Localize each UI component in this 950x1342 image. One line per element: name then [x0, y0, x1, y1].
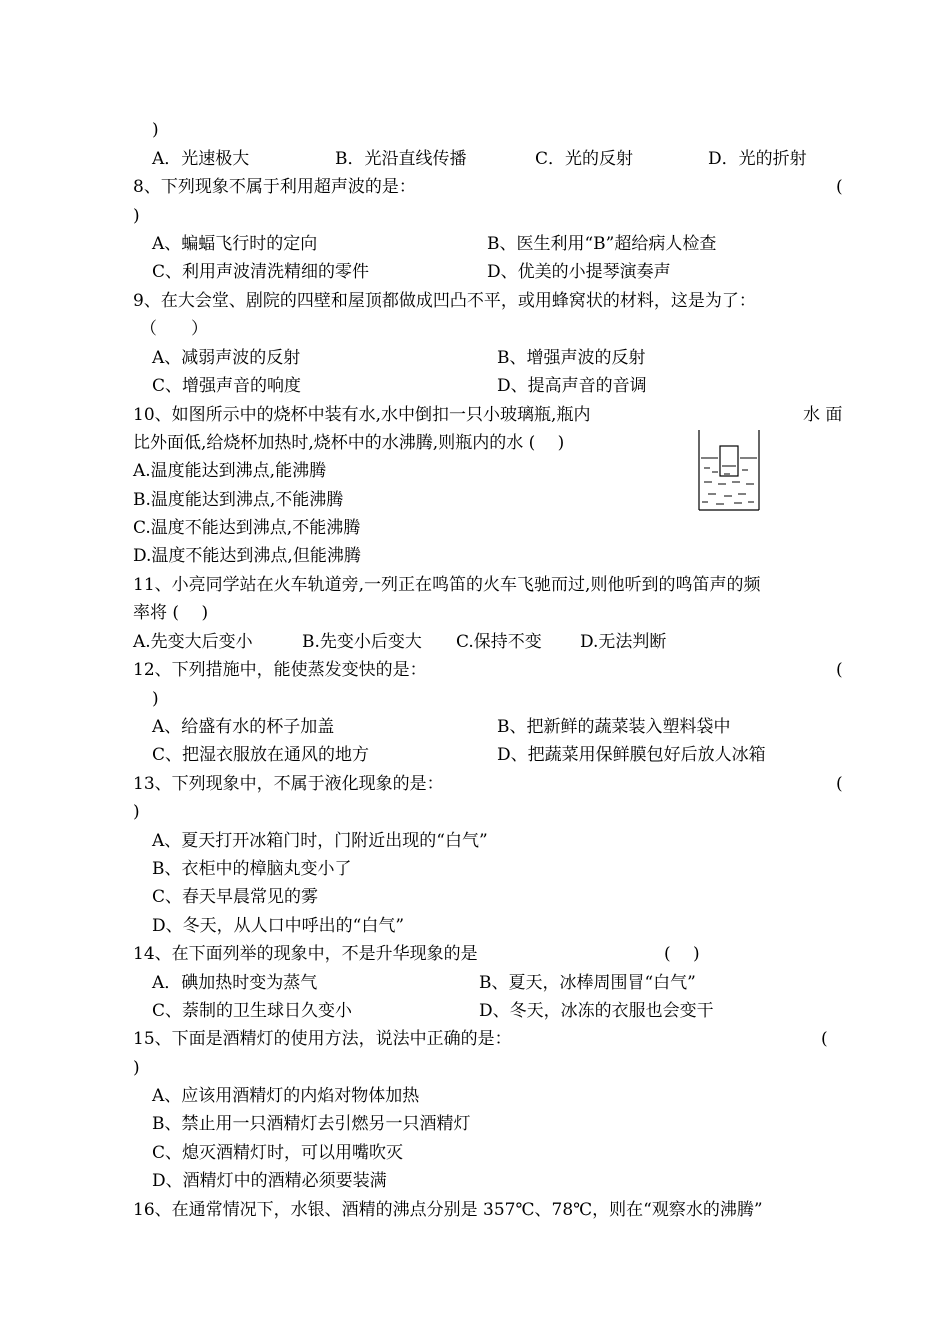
q12-option-d: D、把蔬菜用保鲜膜包好后放人冰箱	[497, 745, 766, 765]
q10-option-a: A.温度能达到沸点,能沸腾	[133, 461, 327, 481]
q13-option-b: B、衣柜中的樟脑丸变小了	[152, 859, 352, 879]
q9-option-a: A、减弱声波的反射	[152, 348, 301, 368]
q7-paren-close: )	[152, 120, 159, 140]
q12-option-a: A、给盛有水的杯子加盖	[152, 717, 335, 737]
q9-option-b: B、增强声波的反射	[497, 348, 646, 368]
q8-option-a: A、蝙蝠飞行时的定向	[152, 234, 318, 254]
q14-stem: 14、在下面列举的现象中，不是升华现象的是	[133, 944, 478, 964]
q9-paren: （ ）	[140, 319, 208, 339]
inverted-bottle	[720, 446, 738, 476]
q13-option-d: D、冬天，从人口中呼出的“白气”	[152, 916, 405, 936]
q15-paren-close: )	[133, 1058, 140, 1078]
q12-option-c: C、把湿衣服放在通风的地方	[152, 745, 370, 765]
q14-option-d: D、冬天，冰冻的衣服也会变干	[479, 1001, 714, 1021]
q8-option-b: B、医生利用“B”超给病人检查	[487, 234, 717, 254]
q15-option-c: C、熄灭酒精灯时，可以用嘴吹灭	[152, 1143, 404, 1163]
q9-option-d: D、提高声音的音调	[497, 376, 647, 396]
q10-option-c: C.温度不能达到沸点,不能沸腾	[133, 518, 361, 538]
q11-option-b: B.先变小后变大	[302, 632, 422, 652]
q12-paren-open: (	[836, 660, 843, 680]
q11-option-d: D.无法判断	[580, 632, 667, 652]
q8-paren-open: (	[836, 177, 843, 197]
q13-option-a: A、夏天打开冰箱门时，门附近出现的“白气”	[152, 831, 488, 851]
q13-option-c: C、春天早晨常见的雾	[152, 887, 319, 907]
beaker-figure	[696, 428, 764, 512]
q7-option-b: B．光沿直线传播	[335, 149, 467, 169]
q14-option-b: B、夏天，冰棒周围冒“白气”	[479, 973, 696, 993]
q7-option-d: D．光的折射	[708, 149, 807, 169]
q8-option-c: C、利用声波清洗精细的零件	[152, 262, 370, 282]
q7-option-c: C．光的反射	[535, 149, 634, 169]
q15-option-a: A、应该用酒精灯的内焰对物体加热	[152, 1086, 420, 1106]
q8-paren-close: )	[133, 206, 140, 226]
q11-stem-line2: 率将 ( )	[133, 603, 209, 623]
q15-option-d: D、酒精灯中的酒精必须要装满	[152, 1171, 387, 1191]
q12-paren-close: )	[152, 689, 159, 709]
q8-option-d: D、优美的小提琴演奏声	[487, 262, 671, 282]
q15-option-b: B、禁止用一只酒精灯去引燃另一只酒精灯	[152, 1114, 471, 1134]
q10-option-d: D.温度不能达到沸点,但能沸腾	[133, 546, 361, 566]
q10-option-b: B.温度能达到沸点,不能沸腾	[133, 490, 344, 510]
q7-option-a: A．光速极大	[152, 149, 250, 169]
q9-stem: 9、在大会堂、剧院的四壁和屋顶都做成凹凸不平，或用蜂窝状的材料，这是为了：	[133, 291, 756, 311]
q13-stem: 13、下列现象中，不属于液化现象的是：	[133, 774, 444, 794]
q10-stem-line1-tail: 水 面	[803, 405, 843, 425]
q13-paren-close: )	[133, 802, 140, 822]
q12-option-b: B、把新鲜的蔬菜装入塑料袋中	[497, 717, 731, 737]
q11-stem-line1: 11、小亮同学站在火车轨道旁,一列正在鸣笛的火车飞驰而过,则他听到的鸣笛声的频	[133, 575, 761, 595]
q14-paren: ( )	[664, 944, 700, 964]
q14-option-c: C、萘制的卫生球日久变小	[152, 1001, 353, 1021]
q13-paren-open: (	[836, 774, 843, 794]
q16-stem: 16、在通常情况下，水银、酒精的沸点分别是 357℃、78℃，则在“观察水的沸腾”	[133, 1200, 763, 1220]
q11-option-a: A.先变大后变小	[133, 632, 253, 652]
q15-paren-open: (	[821, 1029, 828, 1049]
q9-option-c: C、增强声音的响度	[152, 376, 302, 396]
q14-option-a: A．碘加热时变为蒸气	[152, 973, 318, 993]
q10-stem-line1: 10、如图所示中的烧杯中装有水,水中倒扣一只小玻璃瓶,瓶内	[133, 405, 591, 425]
q11-option-c: C.保持不变	[456, 632, 542, 652]
q8-stem: 8、下列现象不属于利用超声波的是：	[133, 177, 416, 197]
q10-stem-line2: 比外面低,给烧杯加热时,烧杯中的水沸腾,则瓶内的水 ( )	[133, 433, 565, 453]
q15-stem: 15、下面是酒精灯的使用方法，说法中正确的是：	[133, 1029, 512, 1049]
q12-stem: 12、下列措施中，能使蒸发变快的是：	[133, 660, 427, 680]
